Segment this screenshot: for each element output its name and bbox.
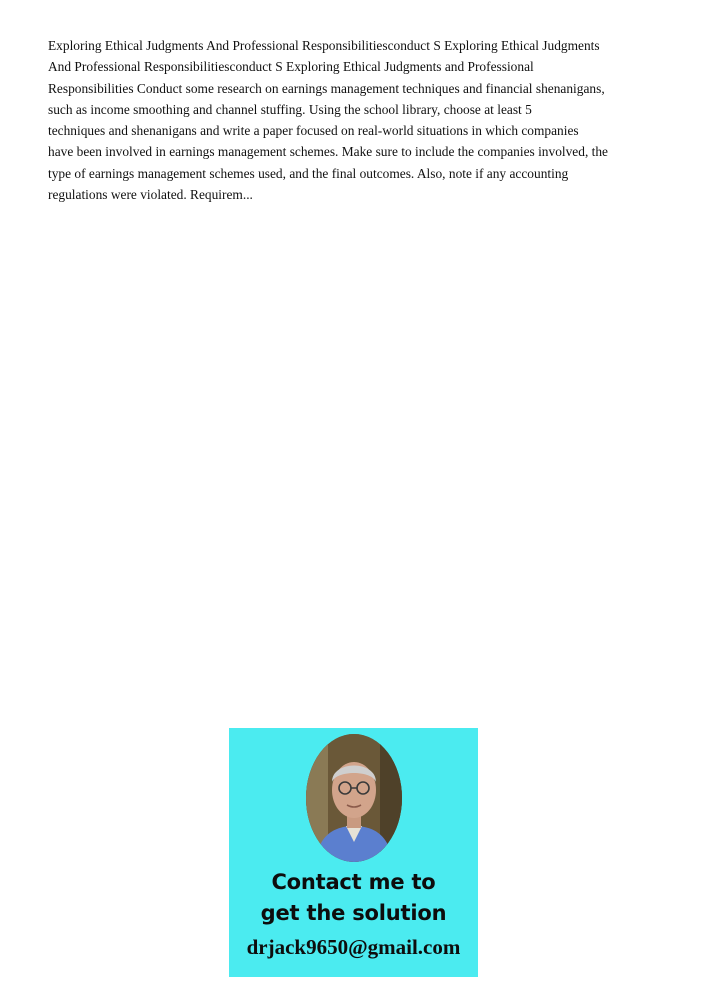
contact-email[interactable]: drjack9650@gmail.com xyxy=(246,935,461,959)
contact-advert-card[interactable] xyxy=(229,728,478,977)
contact-cta-text: Contact me to get the solution xyxy=(260,870,447,925)
document-body-text: Exploring Ethical Judgments And Professional Responsibilitiesconduct S Exploring Ethical Judgments And Professional Responsibilitiesconduct S Exploring Ethical Judgments and Professional Responsibilities Conduct some research on earnings management techniques and financial shenanigans, such as income smoothing and channel stuffing. Using the school library, choose at least 5 techniques and shenanigans and write a paper focused on real-world situations in which companies have been involved in earnings management schemes. Make sure to include the companies involved, the type of earnings management schemes used, and the final outcomes. Also, note if any accounting regulations were violated. Requirem... xyxy=(48,38,609,203)
person-portrait-icon xyxy=(306,734,402,862)
